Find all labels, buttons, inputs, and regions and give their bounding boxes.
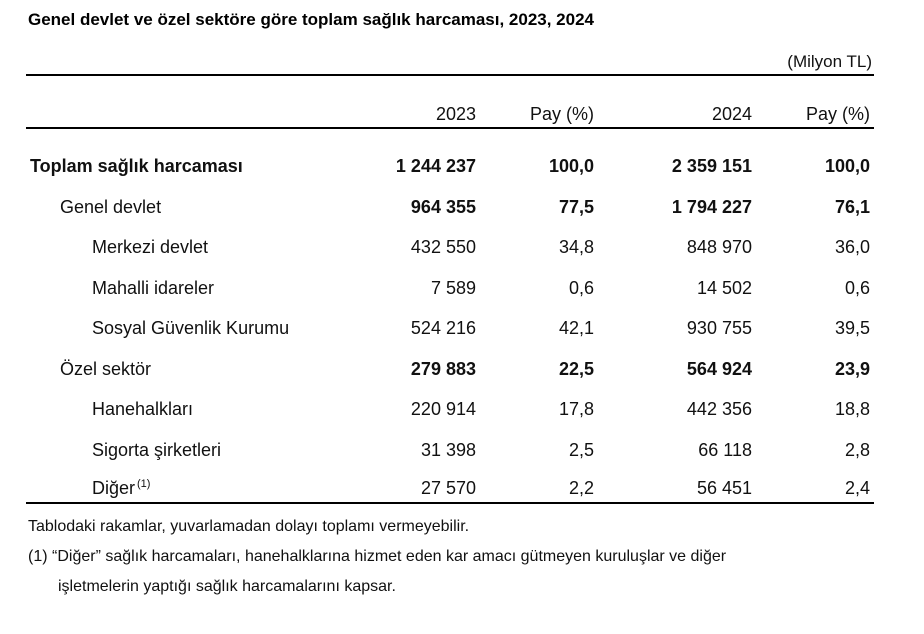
share-2024: 0,6 [844, 278, 870, 298]
rounding-note: Tablodaki rakamlar, yuvarlamadan dolayı toplamı vermeyebilir. [28, 518, 470, 535]
row-label: Mahalli idareler [92, 278, 215, 298]
footnote-line-2: işletmelerin yaptığı sağlık harcamalarını kapsar. [58, 578, 396, 595]
row-label: Genel devlet [60, 197, 162, 217]
value-2023: 432 550 [410, 237, 476, 257]
table-row-other [0, 478, 924, 502]
value-2024: 66 118 [698, 440, 752, 460]
value-2024: 442 356 [686, 399, 752, 419]
column-header-2024: 2024 [711, 104, 752, 124]
share-2024: 100,0 [824, 156, 870, 176]
table-title: Genel devlet ve özel sektöre göre toplam sağlık harcaması, 2023, 2024 [28, 10, 595, 29]
share-2024: 2,8 [844, 440, 870, 460]
value-2023: 31 398 [420, 440, 476, 460]
table-row-private-sector [0, 359, 924, 383]
value-2023: 27 570 [420, 478, 476, 498]
row-label: Diğer [92, 478, 136, 498]
share-2024: 23,9 [834, 359, 870, 379]
table-row-local-administrations [0, 278, 924, 302]
unit-label: (Milyon TL) [787, 52, 872, 71]
share-2023: 0,6 [568, 278, 594, 298]
column-header-2023: 2023 [435, 104, 476, 124]
row-label: Özel sektör [60, 359, 152, 379]
top-rule [26, 74, 874, 76]
share-2023: 2,5 [568, 440, 594, 460]
table-row-general-government [0, 197, 924, 221]
share-2024: 2,4 [844, 478, 870, 498]
value-2024: 56 451 [696, 478, 752, 498]
row-label: Sigorta şirketleri [92, 440, 222, 460]
row-label-wrap [92, 478, 150, 499]
value-2023: 7 589 [430, 278, 476, 298]
share-2024: 36,0 [834, 237, 870, 257]
table-row-insurance-companies [0, 440, 924, 464]
table-row-households [0, 399, 924, 423]
value-2023: 220 914 [410, 399, 476, 419]
share-2023: 22,5 [558, 359, 594, 379]
table-row-total [0, 156, 924, 180]
value-2024: 930 755 [686, 318, 752, 338]
share-2023: 34,8 [558, 237, 594, 257]
column-header-share-2023: Pay (%) [529, 104, 594, 124]
table-row-social-security [0, 318, 924, 342]
value-2023: 524 216 [410, 318, 476, 338]
share-2023: 17,8 [558, 399, 594, 419]
footnote-line-1: (1) “Diğer” sağlık harcamaları, hanehalklarına hizmet eden kar amacı gütmeyen kuruluşlar ve diğer [28, 548, 727, 565]
share-2024: 18,8 [834, 399, 870, 419]
bottom-rule [26, 502, 874, 504]
column-header-share-2024: Pay (%) [805, 104, 870, 124]
value-2024: 564 924 [686, 359, 752, 379]
footnote-marker: (1) [137, 478, 151, 490]
share-2024: 76,1 [834, 197, 870, 217]
row-label: Toplam sağlık harcaması [30, 156, 243, 176]
value-2023: 1 244 237 [395, 156, 476, 176]
row-label: Hanehalkları [92, 399, 194, 419]
row-label: Sosyal Güvenlik Kurumu [92, 318, 290, 338]
value-2024: 848 970 [686, 237, 752, 257]
share-2023: 42,1 [558, 318, 594, 338]
share-2023: 100,0 [548, 156, 594, 176]
row-label: Merkezi devlet [92, 237, 209, 257]
value-2023: 279 883 [410, 359, 476, 379]
value-2024: 1 794 227 [671, 197, 752, 217]
share-2024: 39,5 [834, 318, 870, 338]
header-rule [26, 127, 874, 129]
share-2023: 2,2 [568, 478, 594, 498]
value-2023: 964 355 [410, 197, 476, 217]
value-2024: 14 502 [696, 278, 752, 298]
value-2024: 2 359 151 [671, 156, 752, 176]
table-row-central-government [0, 237, 924, 261]
share-2023: 77,5 [558, 197, 594, 217]
